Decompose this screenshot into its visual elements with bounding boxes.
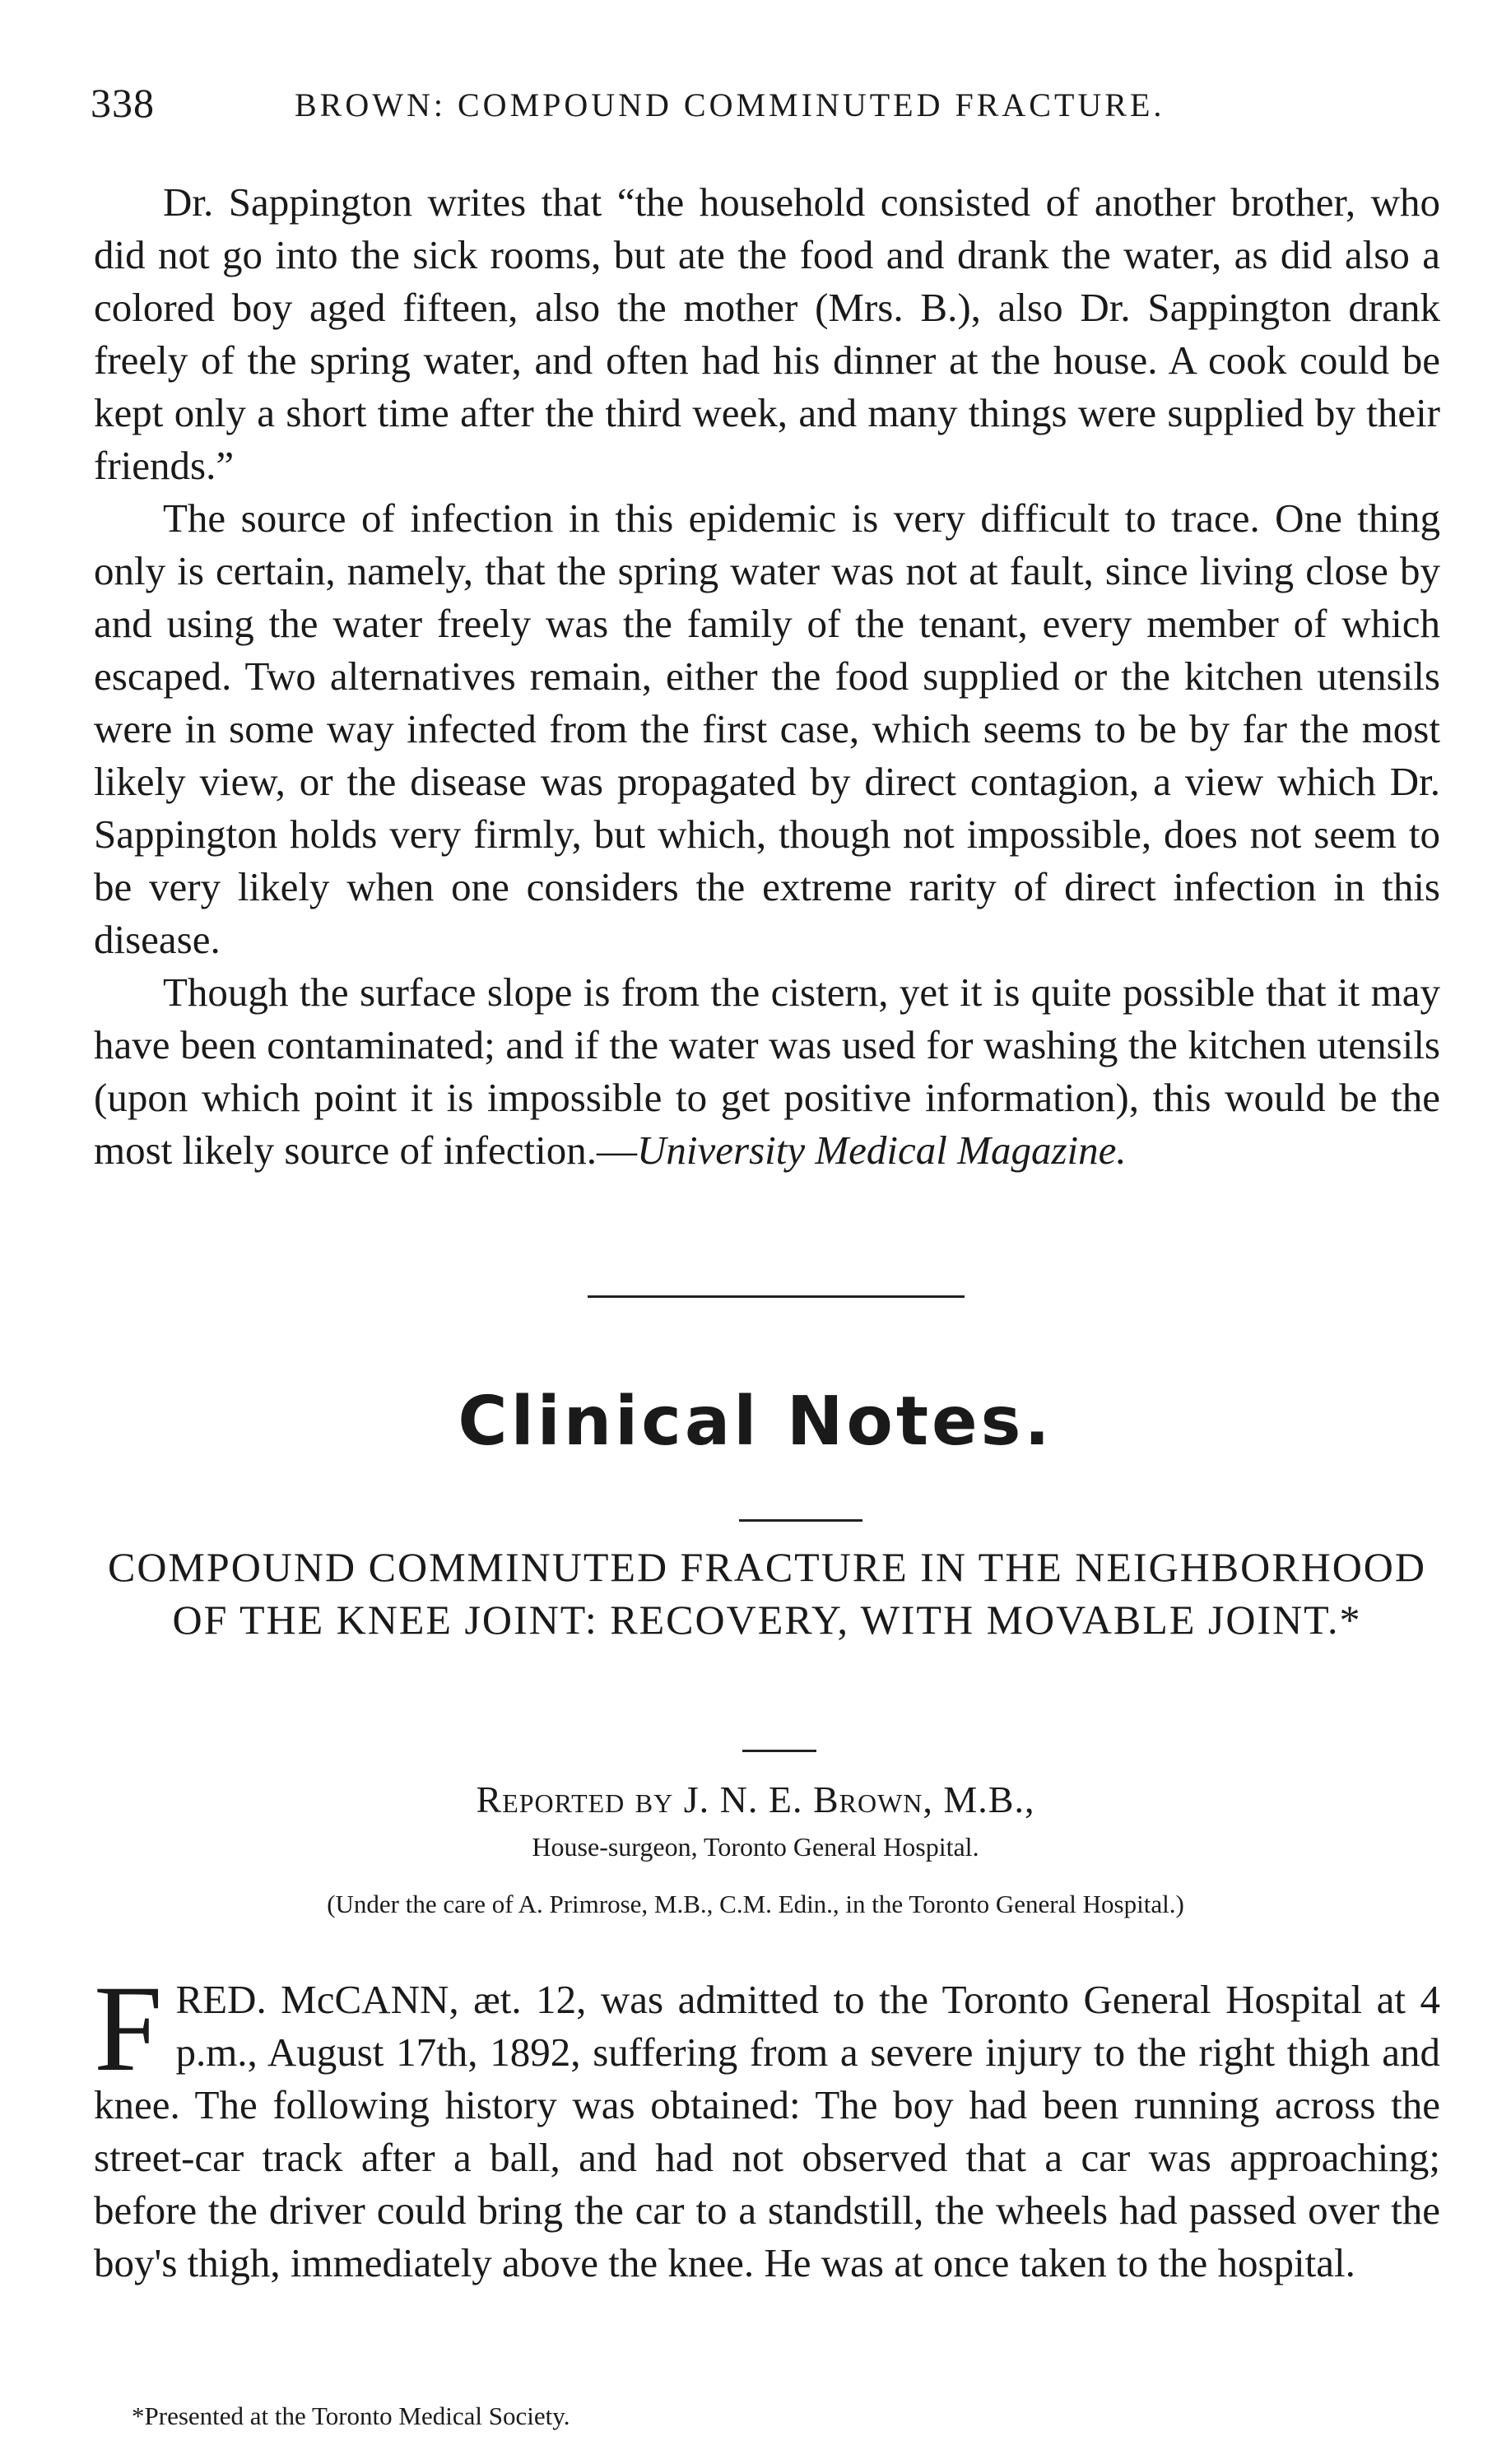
heading-rule bbox=[739, 1519, 862, 1522]
author-byline: Reported by J. N. E. Brown, M.B., bbox=[476, 1778, 1035, 1820]
author-affiliation: House-surgeon, Toronto General Hospital. bbox=[532, 1832, 979, 1862]
case-report-text: RED. McCANN, æt. 12, was admitted to the Toronto General Hospital at 4 p.m., August 17th, 1892, suffering from a severe injury to the right thigh and knee. The following history was obtained: The boy had been running across the street-car track after a ball, and had not observed that a car was approaching; before the driver could bring the car to a standstill, the wheels had passed over the boy's thigh, immediately above the knee. He was at once taken to the hospital. bbox=[94, 1977, 1440, 2285]
drop-cap: F bbox=[94, 1960, 163, 2097]
page-number: 338 bbox=[91, 80, 155, 126]
body-paragraph-2: The source of infection in this epidemic is very difficult to trace. One thing only is certain, namely, that the spring water was not at fault, since living close by and using the water freely was the family of the tenant, every member of which escaped. Two alternatives remain, either the food supplied or the kitchen utensils were in some way infected from the first case, which seems to be by far the most likely view, or the disease was propagated by direct contagion, a view which Dr. Sappington holds very firmly, but which, though not impossible, does not seem to be very likely when one considers the extreme rarity of direct infection in this disease. bbox=[94, 495, 1440, 962]
running-title: BROWN: COMPOUND COMMINUTED FRACTURE. bbox=[295, 86, 1165, 123]
article-title: COMPOUND COMMINUTED FRACTURE IN THE NEIGHBORHOOD OF THE KNEE JOINT: RECOVERY, WITH MOVABLE JOINT.* bbox=[107, 1544, 1427, 1643]
section-heading: Clinical Notes. bbox=[458, 1383, 1053, 1461]
body-paragraph-1: Dr. Sappington writes that “the household consisted of another brother, who did not go into the sick rooms, but ate the food and drank the water, as did also a colored boy aged fifteen, also the mother (Mrs. B.), also Dr. Sappington drank freely of the spring water, and often had his dinner at the house. A cook could be kept only a short time after the third week, and many things were supplied by their friends.” bbox=[94, 179, 1440, 488]
body-paragraph-3 bbox=[94, 966, 1440, 1177]
title-rule bbox=[742, 1750, 816, 1752]
footnote: *Presented at the Toronto Medical Society. bbox=[132, 2401, 570, 2430]
running-head bbox=[91, 79, 1457, 128]
care-note: (Under the care of A. Primrose, M.B., C.M. Edin., in the Toronto General Hospital.) bbox=[327, 1890, 1184, 1918]
case-report-paragraph bbox=[94, 1960, 1440, 2290]
body-paragraph-3-text: Though the surface slope is from the cistern, yet it is quite possible that it may have been contaminated; and if the water was used for washing the kitchen utensils (upon which point it is impossible to get positive information), this would be the most likely source of infection.— bbox=[94, 969, 1440, 1173]
source-citation: University Medical Magazine. bbox=[637, 1127, 1127, 1173]
section-divider bbox=[588, 1295, 965, 1298]
